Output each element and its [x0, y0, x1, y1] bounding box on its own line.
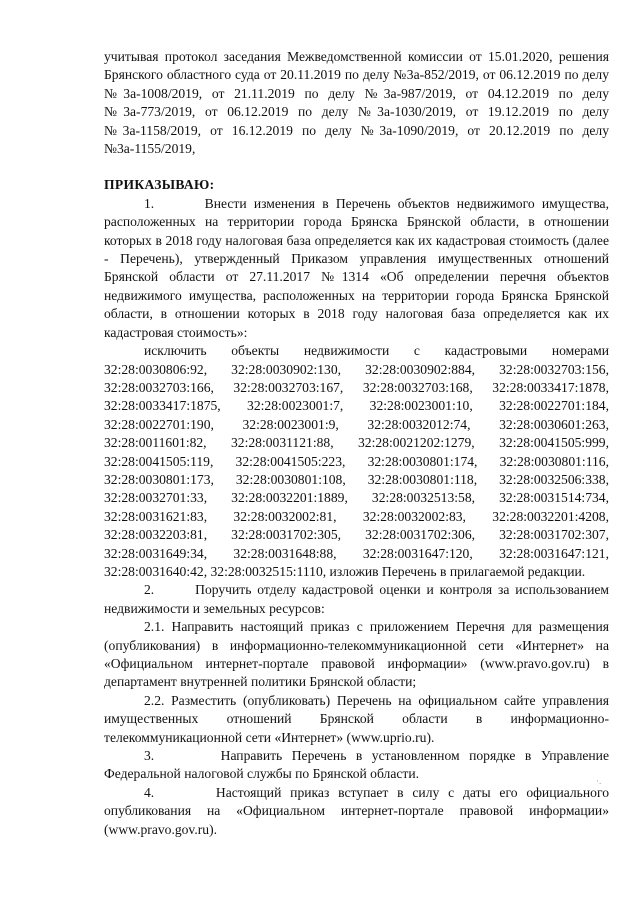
spacer: [104, 158, 609, 176]
intro-paragraph: учитывая протокол заседания Межведомственной комиссии от 15.01.2020, решения Брянского областного суда от 20.11.2019 по делу №3а-852/2019, от 06.12.2019 по делу №3а-1008/2019, от 21.11.2019 по делу №3а-987/2019, от 04.12.2019 по делу №3а-773/2019, от 06.12.2019 по делу №3а-1030/2019, от 19.12.2019 по делу №3а-1158/2019, от 16.12.2019 по делу №3а-1090/2019, от 20.12.2019 по делу №3а-1155/2019,: [104, 49, 609, 157]
item-1: 1. Внести изменения в Перечень объектов недвижимого имущества, расположенных на территории города Брянска Брянской области, в отношении которых в 2018 году налоговая база определяется как их кадастровая стоимость (далее - Перечень), утвержденный Приказом управления имущественных отношений Брянской области от 27.11.2017 №1314 «Об определении перечня объектов недвижимого имущества, расположенных на территории города Брянска Брянской области, в отношении которых в 2018 году налоговая база определяется как их кадастровая стоимость»:: [104, 195, 609, 340]
document-body: [104, 48, 609, 839]
scan-artifact: ·.: [596, 776, 602, 786]
item-2: 2. Поручить отделу кадастровой оценки и контроля за использованием недвижимости и земельных ресурсов:: [104, 582, 609, 616]
item-2-2: 2.2. Разместить (опубликовать) Перечень на официальном сайте управления имущественных отношений Брянской области в информационно-телекоммуникационной сети «Интернет» (www.uprio.ru).: [104, 692, 609, 745]
order-heading: ПРИКАЗЫВАЮ:: [104, 177, 215, 193]
item-2-1: 2.1. Направить настоящий приказ с приложением Перечня для размещения (опубликования) в информационно-телекоммуникационной сети «Интернет» на «Официальном интернет-портале правовой информации» (www.pravo.gov.ru) в департамент внутренней политики Брянской области;: [104, 619, 609, 690]
item-4: 4. Настоящий приказ вступает в силу с даты его официального опубликования на «Официальном интернет-портале правовой информации» (www.pravo.gov.ru).: [104, 784, 609, 837]
item-1-exclusion-list: исключить объекты недвижимости с кадастровыми номерами 32:28:0030806:92, 32:28:0030902:130, 32:28:0030902:884, 32:28:0032703:156, 32:28:0032703:166, 32:28:0032703:167, 32:28:0032703:168, 32:28:0033417:1878, 32:28:0033417:1875, 32:28:0023001:7, 32:28:0023001:10, 32:28:0022701:184, 32:28:0022701:190, 32:28:0023001:9, 32:28:0032012:74, 32:28:0030601:263, 32:28:0011601:82, 32:28:0031121:88, 32:28:0021202:1279, 32:28:0041505:999, 32:28:0041505:119, 32:28:0041505:223, 32:28:0030801:174, 32:28:0030801:116, 32:28:0030801:173, 32:28:0030801:108, 32:28:0030801:118, 32:28:0032506:338, 32:28:0032701:33, 32:28:0032201:1889, 32:28:0032513:58, 32:28:0031514:734, 32:28:0031621:83, 32:28:0032002:81, 32:28:0032002:83, 32:28:0032201:4208, 32:28:0032203:81, 32:28:0031702:305, 32:28:0031702:306, 32:28:0031702:307, 32:28:0031649:34, 32:28:0031648:88, 32:28:0031647:120, 32:28:0031647:121, 32:28:0031640:42, 32:28:0032515:1110, изложив Перечень в прилагаемой редакции.: [104, 343, 609, 579]
item-3: 3. Направить Перечень в установленном порядке в Управление Федеральной налоговой службы по Брянской области.: [104, 748, 609, 782]
